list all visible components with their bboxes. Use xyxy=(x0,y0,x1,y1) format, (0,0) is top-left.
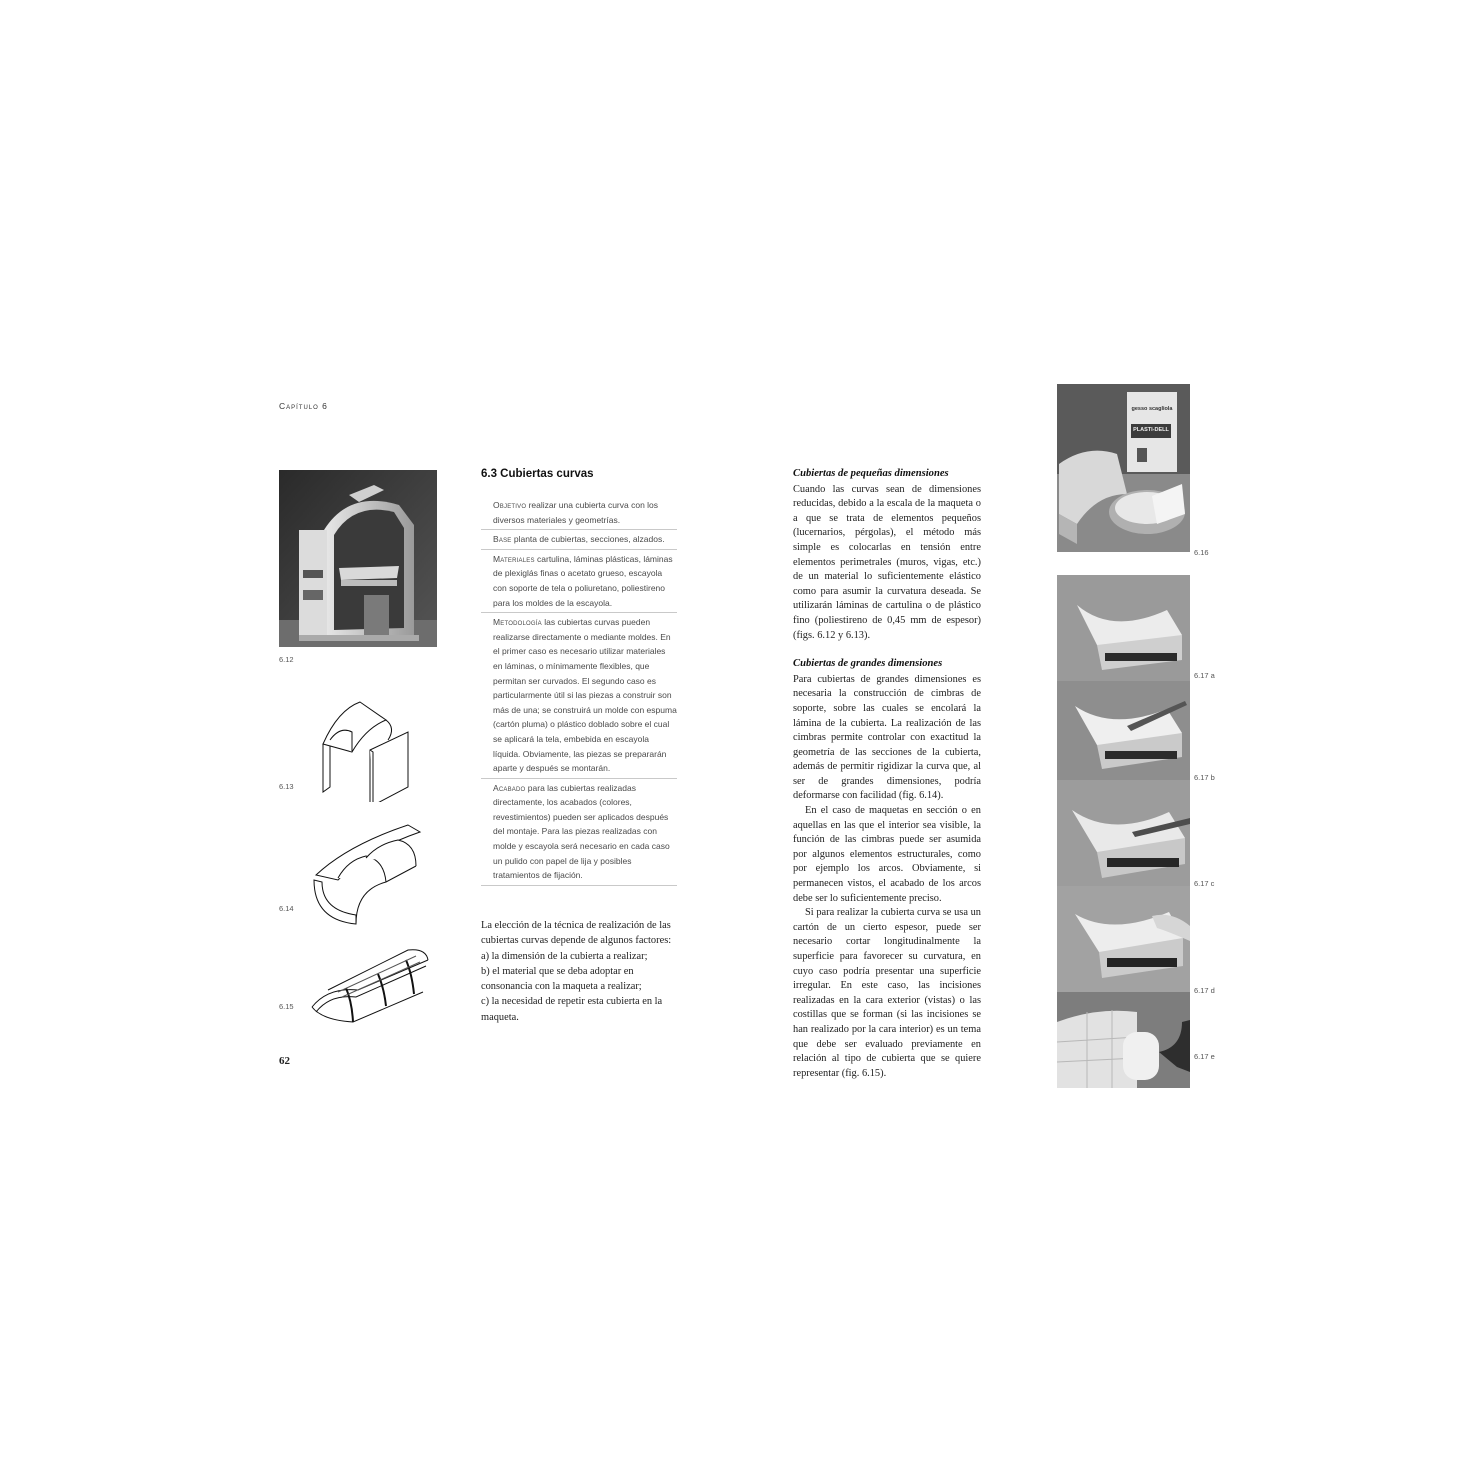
caption-6-17a: 6.17 a xyxy=(1194,671,1215,680)
figure-6-13-drawing xyxy=(318,692,413,802)
caption-6-16: 6.16 xyxy=(1194,548,1209,557)
body-left-item-a: a) la dimensión de la cubierta a realizar; xyxy=(481,950,648,962)
figure-6-17b-photo xyxy=(1057,681,1190,780)
figure-6-16-photo xyxy=(1057,384,1190,552)
body-left-para: La elección de la técnica de realización de las cubiertas curvas depende de algunos factores: xyxy=(481,920,672,947)
caption-6-17d: 6.17 d xyxy=(1194,986,1215,995)
figure-6-17c-photo xyxy=(1057,780,1190,886)
caption-6-17b: 6.17 b xyxy=(1194,773,1215,782)
product-box-label-2: PLASTI-DELL xyxy=(1133,427,1169,433)
caption-6-14: 6.14 xyxy=(279,904,294,913)
body-left-item-b: b) el material que se deba adoptar en consonancia con la maqueta a realizar; xyxy=(481,965,642,993)
caption-6-13: 6.13 xyxy=(279,782,294,791)
caption-6-15: 6.15 xyxy=(279,1002,294,1011)
box-objetivo: Objetivo realizar una cubierta curva con los diversos materiales y geometrías. xyxy=(481,496,677,530)
specification-box xyxy=(481,496,677,886)
body-text-right xyxy=(793,467,981,1081)
caption-6-12: 6.12 xyxy=(279,655,294,664)
box-base: Base planta de cubiertas, secciones, alzados. xyxy=(481,530,677,550)
figure-6-14-drawing xyxy=(308,820,428,930)
box-acabado: Acabado para las cubiertas realizadas directamente, los acabados (colores, revestimientos) pueden ser aplicados después del montaje. Para las piezas realizadas con molde y escayola será necesario en cada caso un pulido con papel de lija y posibles tratamientos de fijación. xyxy=(481,779,677,886)
box-metodologia: Metodología las cubiertas curvas pueden realizarse directamente o mediante moldes. En el primer caso es necesario utilizar materiales en láminas, o mínimamente flexibles, que permitan ser curvados. El segundo caso es particularmente útil si las piezas a construir son más de una; se construirá un molde con espuma (cartón pluma) o plástico doblado sobre el cual se aplicará la tela, embebida en escayola líquida. Obviamente, las piezas se prepararán aparte y después se montarán. xyxy=(481,613,677,779)
subheading-small: Cubiertas de pequeñas dimensiones xyxy=(793,468,949,479)
para-section-models: En el caso de maquetas en sección o en aquellas en las que el interior sea visible, la función de las cimbras puede ser asumida por algunos elementos estructurales, como por ejemplo los arcos. Obviamente, si permanecen vistos, el acabado de los arcos debe ser lo suficientemente preciso. xyxy=(793,805,981,904)
box-materiales: Materiales cartulina, láminas plásticas, láminas de plexiglás finas o acetato grueso, escayola con soporte de tela o poliuretano, poliestireno para los moldes de la escayola. xyxy=(481,550,677,613)
caption-6-17c: 6.17 c xyxy=(1194,879,1215,888)
body-left-item-c: c) la necesidad de repetir esta cubierta en la maqueta. xyxy=(481,996,663,1023)
product-box-label-1: gesso scagliola xyxy=(1131,406,1173,412)
figure-6-17d-photo xyxy=(1057,886,1190,992)
para-large-dimensions: Para cubiertas de grandes dimensiones es necesaria la construcción de cimbras de soporte, sobre las cuales se encolará la lámina de la cubierta. La realización de las cimbras permite controlar con exactitud la geometría de las secciones de la cubierta, además de permitir rigidizar la curva que, al ser de grandes dimensiones, podría deformarse con facilidad (fig. 6.14). xyxy=(793,673,981,802)
page-number: 62 xyxy=(279,1055,290,1067)
figure-6-17e-photo xyxy=(1057,992,1190,1088)
figure-6-12-photo xyxy=(279,470,437,647)
caption-6-17e: 6.17 e xyxy=(1194,1052,1215,1061)
para-small-dimensions: Cuando las curvas sean de dimensiones reducidas, debido a la escala de la maqueta o a que se trata de elementos pequeños (lucernarios, pérgolas), el método más simple es colocarlas en tensión entre elementos perimetrales (muros, vigas, etc.) de un material lo suficientemente elástico como para asumir la curvatura deseada. Se utilizarán láminas de cartulina o de plástico fino (poliestireno de 0,45 mm de espesor) (figs. 6.12 y 6.13). xyxy=(793,483,981,641)
subheading-large: Cubiertas de grandes dimensiones xyxy=(793,658,943,670)
section-title: 6.3 Cubiertas curvas xyxy=(481,468,594,480)
chapter-header: Capítulo 6 xyxy=(279,401,328,411)
para-cardboard: Si para realizar la cubierta curva se usa un cartón de un cierto espesor, puede ser necesario cortar longitudinalmente la superficie para favorecer su curvatura, en cuyo caso podría presentar una superficie irregular. En este caso, las incisiones realizadas en la cara exterior (vistas) o las costillas que se forman (si las incisiones se han realizado por la cara interior) es un tema que debe ser evaluado previamente en relación al tipo de cubierta que se quiere representar (fig. 6.15). xyxy=(793,907,981,1079)
figure-6-15-drawing xyxy=(308,942,433,1027)
body-text-left xyxy=(481,918,677,1025)
figure-6-17a-photo xyxy=(1057,575,1190,681)
